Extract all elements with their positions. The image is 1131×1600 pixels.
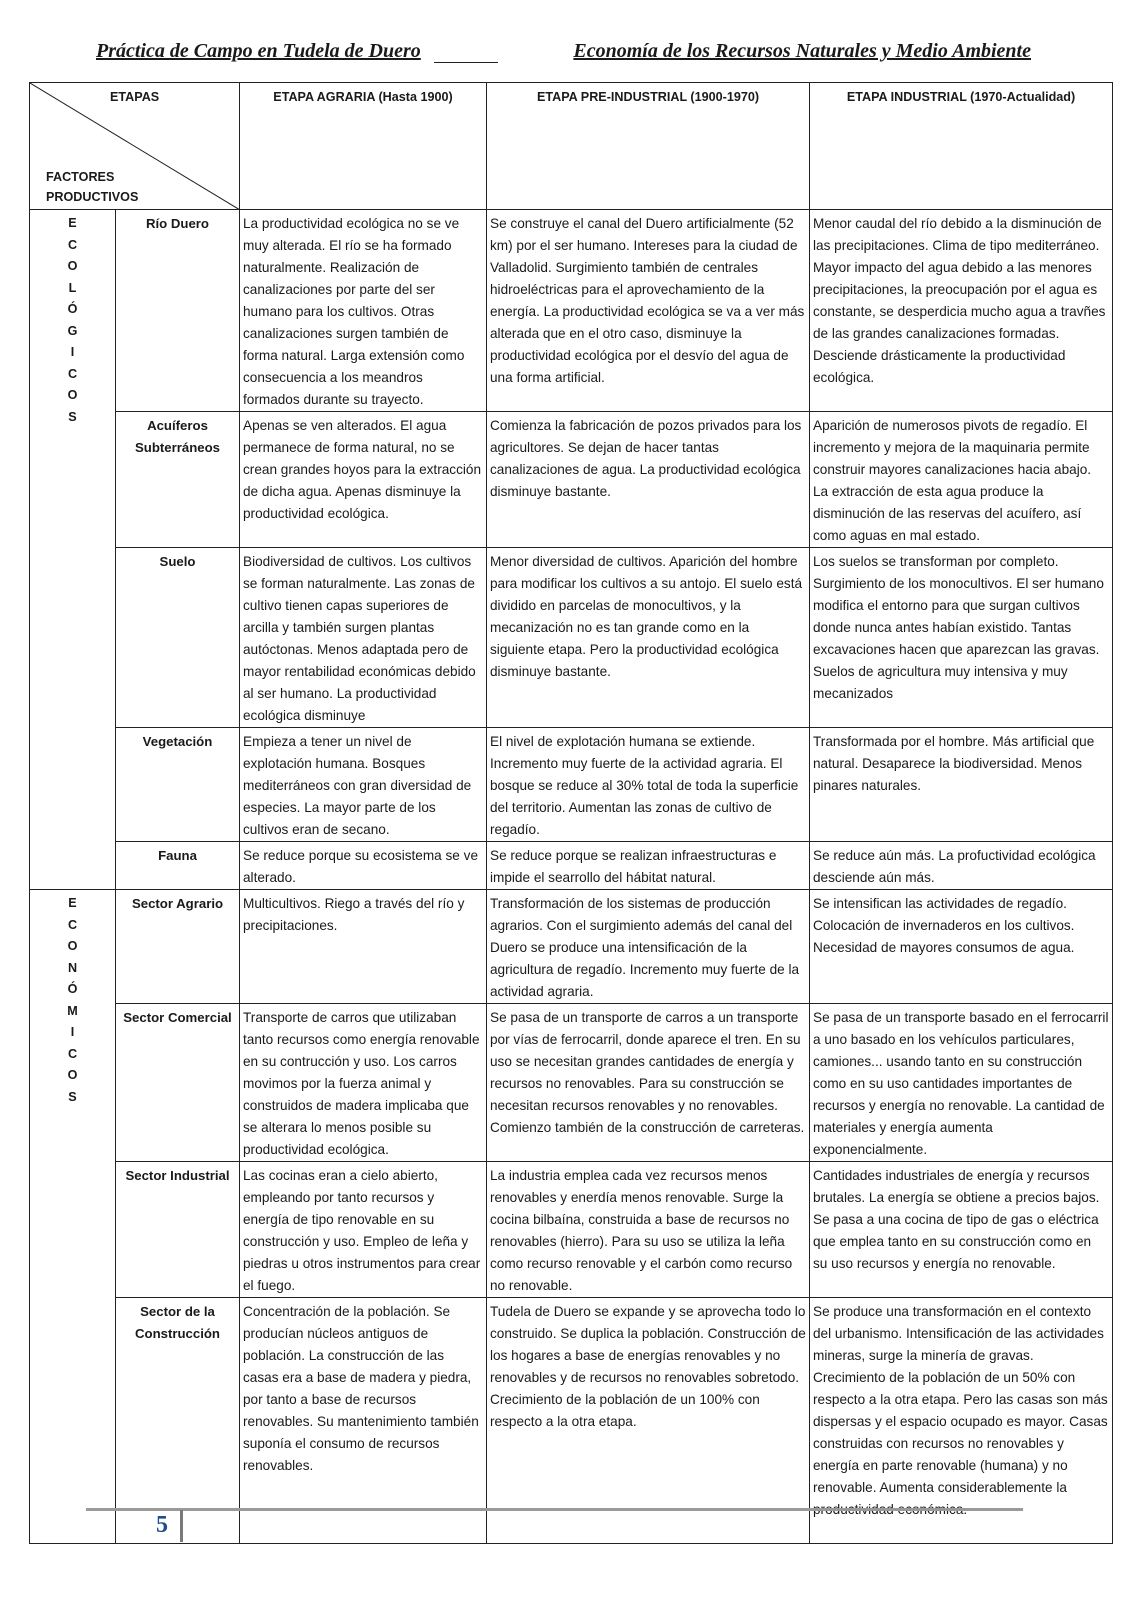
cell-suelo-agraria: Biodiversidad de cultivos. Los cultivos se forman naturalmente. Las zonas de cultivo tienen capas superiores de arcilla y también surgen plantas autóctonas. Menos adaptada pero de mayor rentabilidad económicas debido al ser humano. La productividad ecológica disminuye xyxy=(240,548,487,728)
table-row xyxy=(30,1298,1113,1544)
cell-industrial-industrial: Cantidades industriales de energía y recursos brutales. La energía se obtiene a precios bajos. Se pasa a una cocina de tipo de gas o eléctrica que emplea tanto en su construcción como en su uso recursos y energía no renovable. xyxy=(810,1162,1113,1298)
stage-header-industrial: ETAPA INDUSTRIAL (1970-Actualidad) xyxy=(810,83,1113,210)
factor-rio-duero: Río Duero xyxy=(116,210,240,412)
cell-rio-duero-agraria: La productividad ecológica no se ve muy alterada. El río se ha formado naturalmente. Realización de canalizaciones por parte del ser humano para los cultivos. Otras canalizaciones surgen también de forma natural. Larga extensión como consecuencia a los meandros formados durante su trayecto. xyxy=(240,210,487,412)
stage-header-agraria: ETAPA AGRARIA (Hasta 1900) xyxy=(240,83,487,210)
factor-sector-industrial: Sector Industrial xyxy=(116,1162,240,1298)
cell-agrario-industrial: Se intensifican las actividades de regadío. Colocación de invernaderos en los cultivos. Necesidad de mayores consumos de agua. xyxy=(810,890,1113,1004)
table-row xyxy=(30,728,1113,842)
table-row xyxy=(30,548,1113,728)
page-header xyxy=(96,40,1031,66)
page-number-bar xyxy=(180,1510,183,1542)
cell-suelo-preindustrial: Menor diversidad de cultivos. Aparición del hombre para modificar los cultivos a su antojo. El suelo está dividido en parcelas de monocultivos, y la mecanización no es tan grande como en la siguiente etapa. Pero la productividad ecológica disminuye bastante. xyxy=(487,548,810,728)
cell-vegetacion-industrial: Transformada por el hombre. Más artificial que natural. Desaparece la biodiversidad. Menos pinares naturales. xyxy=(810,728,1113,842)
cell-comercial-preindustrial: Se pasa de un transporte de carros a un transporte por vías de ferrocarril, donde aparece el tren. En su uso se necesitan grandes cantidades de energía y recursos no renovables. Para su construcción se necesitan recursos renovables y no renovables. Comienzo también de la construcción de carreteras. xyxy=(487,1004,810,1162)
table-row xyxy=(30,412,1113,548)
factor-vegetacion: Vegetación xyxy=(116,728,240,842)
table-row xyxy=(30,210,1113,412)
cell-fauna-agraria: Se reduce porque su ecosistema se ve alterado. xyxy=(240,842,487,890)
cell-rio-duero-industrial: Menor caudal del río debido a la disminución de las precipitaciones. Clima de tipo mediterráneo. Mayor impacto del agua debido a las menores precipitaciones, la preocupación por el agua es constante, se desperdicia mucho agua a travñes de las grandes canalizaciones formadas. Desciende drásticamente la productividad ecológica. xyxy=(810,210,1113,412)
factor-suelo: Suelo xyxy=(116,548,240,728)
factor-sector-comercial: Sector Comercial xyxy=(116,1004,240,1162)
corner-cell xyxy=(30,83,240,210)
stage-header-preindustrial: ETAPA PRE-INDUSTRIAL (1900-1970) xyxy=(487,83,810,210)
corner-label-factores xyxy=(46,167,138,207)
cell-rio-duero-preindustrial: Se construye el canal del Duero artificialmente (52 km) por el ser humano. Intereses para la ciudad de Valladolid. Surgimiento también de centrales hidroeléctricas para el aprovechamiento de la energía. La productividad ecológica se va a ver más alterada que en el otro caso, disminuye la productividad ecológica por el desvío del agua de una forma artificial. xyxy=(487,210,810,412)
cell-acuiferos-preindustrial: Comienza la fabricación de pozos privados para los agricultores. Se dejan de hacer tantas canalizaciones de agua. La productividad ecológica disminuye bastante. xyxy=(487,412,810,548)
footer-rule xyxy=(86,1508,1023,1511)
cell-agrario-agraria: Multicultivos. Riego a través del río y precipitaciones. xyxy=(240,890,487,1004)
factor-fauna: Fauna xyxy=(116,842,240,890)
cell-fauna-preindustrial: Se reduce porque se realizan infraestructuras e impide el searrollo del hábitat natural. xyxy=(487,842,810,890)
cell-industrial-preindustrial: La industria emplea cada vez recursos menos renovables y enerdía menos renovable. Surge la cocina bilbaína, construida a base de recursos no renovables (hierro). Para su uso se utiliza la leña como recurso renovable y el carbón como recurso no renovable. xyxy=(487,1162,810,1298)
table-row xyxy=(30,842,1113,890)
cell-comercial-industrial: Se pasa de un transporte basado en el ferrocarril a uno basado en los vehículos particulares, camiones... usando tanto en su construcción como en su uso cantidades importantes de recursos y energía no renovable. La cantidad de materiales y energía aumenta exponencialmente. xyxy=(810,1004,1113,1162)
table-row xyxy=(30,890,1113,1004)
cell-suelo-industrial: Los suelos se transforman por completo. Surgimiento de los monocultivos. El ser humano modifica el entorno para que surgan cultivos donde nunca antes habían existido. Tantas excavaciones hacen que aparezcan las gravas. Suelos de agricultura muy intensiva y muy mecanizados xyxy=(810,548,1113,728)
cell-vegetacion-agraria: Empieza a tener un nivel de explotación humana. Bosques mediterráneos con gran diversidad de especies. La mayor parte de los cultivos eran de secano. xyxy=(240,728,487,842)
header-left-title: Práctica de Campo en Tudela de Duero xyxy=(96,40,421,62)
cell-vegetacion-preindustrial: El nivel de explotación humana se extiende. Incremento muy fuerte de la actividad agraria. El bosque se reduce al 30% total de toda la superficie del territorio. Aumentan las zonas de cultivo de regadío. xyxy=(487,728,810,842)
cell-agrario-preindustrial: Transformación de los sistemas de producción agrarios. Con el surgimiento además del canal del Duero se produce una intensificación de la agricultura de regadío. Incremento muy fuerte de la actividad agraria. xyxy=(487,890,810,1004)
cell-construccion-agraria: Concentración de la población. Se producían núcleos antiguos de población. La construcción de las casas era a base de madera y piedra, por tanto a base de recursos renovables. Su mantenimiento también suponía el consumo de recursos renovables. xyxy=(240,1298,487,1544)
cell-acuiferos-industrial: Aparición de numerosos pivots de regadío. El incremento y mejora de la maquinaria permite construir mayores canalizaciones hacia abajo. La extracción de esta agua produce la disminución de las reservas del acuífero, así como aguas en mal estado. xyxy=(810,412,1113,548)
cell-comercial-agraria: Transporte de carros que utilizaban tanto recursos como energía renovable en su contrucción y uso. Los carros movimos por la fuerza animal y construidos de madera implicaba que se alterara lo menos posible su productividad ecológica. xyxy=(240,1004,487,1162)
factor-sector-construccion: Sector de la Construcción xyxy=(116,1298,240,1544)
factor-acuiferos: Acuíferos Subterráneos xyxy=(116,412,240,548)
header-underline-fill xyxy=(434,62,498,63)
cell-construccion-industrial: Se produce una transformación en el contexto del urbanismo. Intensificación de las actividades mineras, surge la minería de gravas. Crecimiento de la población de un 50% con respecto a la otra etapa. Pero las casas son más dispersas y el espacio ocupado es mayor. Casas construidas con recursos no renovables y energía en parte renovable (humana) y no renovable. Aumenta considerablemente la productividad económica. xyxy=(810,1298,1113,1544)
stages-table xyxy=(29,82,1113,1544)
corner-label-line-2: PRODUCTIVOS xyxy=(46,190,139,204)
cell-fauna-industrial: Se reduce aún más. La profuctividad ecológica desciende aún más. xyxy=(810,842,1113,890)
table-row xyxy=(30,1162,1113,1298)
table-row xyxy=(30,1004,1113,1162)
group-label-ecologicos: E C O L Ó G I C O S xyxy=(30,210,116,890)
corner-label-etapas: ETAPAS xyxy=(110,90,160,104)
cell-acuiferos-agraria: Apenas se ven alterados. El agua permanece de forma natural, no se crean grandes hoyos para la extracción de dicha agua. Apenas disminuye la productividad ecológica. xyxy=(240,412,487,548)
table-header-row xyxy=(30,83,1113,210)
group-label-economicos: E C O N Ó M I C O S xyxy=(30,890,116,1544)
cell-construccion-preindustrial: Tudela de Duero se expande y se aprovecha todo lo construido. Se duplica la población. Construcción de los hogares a base de energías renovables y no renovables y de recursos no renovables sobretodo. Crecimiento de la población de un 100% con respecto a la otra etapa. xyxy=(487,1298,810,1544)
factor-sector-agrario: Sector Agrario xyxy=(116,890,240,1004)
corner-label-line-1: FACTORES xyxy=(46,170,115,184)
header-right-title: Economía de los Recursos Naturales y Medio Ambiente xyxy=(573,40,1031,62)
cell-industrial-agraria: Las cocinas eran a cielo abierto, empleando por tanto recursos y energía de tipo renovable en su construcción y uso. Empleo de leña y piedras u otros instrumentos para crear el fuego. xyxy=(240,1162,487,1298)
page-number: 5 xyxy=(156,1512,168,1538)
